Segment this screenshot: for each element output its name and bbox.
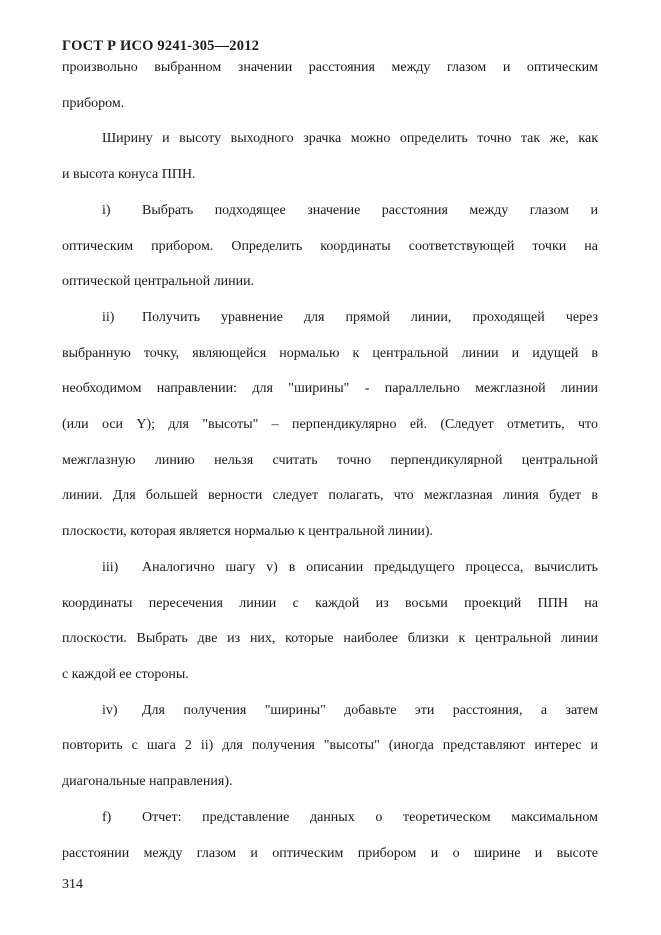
step-iii-first-text: Аналогично шагу v) в описании предыдущего процесса, вычислить [142, 560, 598, 575]
step-ii-line-5: межглазную линию нельзя считать точно перпендикулярной центральной [62, 453, 598, 468]
step-iv-line-3: диагональные направления). [62, 774, 233, 789]
step-i-line-3: оптической центральной линии. [62, 274, 255, 289]
step-i-first-text: Выбрать подходящее значение расстояния между глазом и [142, 203, 598, 218]
para-width-line-1: Ширину и высоту выходного зрачка можно определить точно так же, как [102, 131, 598, 146]
document-header: ГОСТ Р ИСО 9241-305—2012 [62, 38, 260, 54]
step-i-label: i) [102, 203, 111, 218]
para-intro-line-1: произвольно выбранном значении расстояния между глазом и оптическим [62, 60, 598, 75]
step-f-first-text: Отчет: представление данных о теоретическом максимальном [142, 810, 598, 825]
step-i-line-2: оптическим прибором. Определить координаты соответствующей точки на [62, 239, 598, 254]
step-ii-line-4: (или оси Y); для "высоты" – перпендикулярно ей. (Следует отметить, что [62, 417, 598, 432]
step-iv-line-2: повторить с шага 2 ii) для получения "высоты" (иногда представляют интерес и [62, 738, 598, 753]
step-iii-label: iii) [102, 560, 119, 575]
step-iii-line-2: координаты пересечения линии с каждой из восьми проекций ППН на [62, 596, 598, 611]
page-number: 314 [62, 877, 83, 892]
step-ii-label: ii) [102, 310, 115, 325]
step-iv-label: iv) [102, 703, 118, 718]
step-iii-line-3: плоскости. Выбрать две из них, которые наиболее близки к центральной линии [62, 631, 598, 646]
step-ii-line-3: необходимом направлении: для "ширины" - параллельно межглазной линии [62, 381, 598, 396]
para-intro-line-2: прибором. [62, 96, 125, 111]
step-ii-first-text: Получить уравнение для прямой линии, проходящей через [142, 310, 598, 325]
para-width-line-2: и высота конуса ППН. [62, 167, 196, 182]
step-iv-first-text: Для получения "ширины" добавьте эти расстояния, а затем [142, 703, 598, 718]
step-f-label: f) [102, 810, 112, 825]
step-ii-line-2: выбранную точку, являющейся нормалью к центральной линии и идущей в [62, 346, 598, 361]
step-iii-line-4: с каждой ее стороны. [62, 667, 189, 682]
step-f-line-2: расстоянии между глазом и оптическим прибором и о ширине и высоте [62, 846, 598, 861]
step-ii-line-7: плоскости, которая является нормалью к центральной линии). [62, 524, 434, 539]
step-ii-line-6: линии. Для большей верности следует полагать, что межглазная линия будет в [62, 488, 598, 503]
